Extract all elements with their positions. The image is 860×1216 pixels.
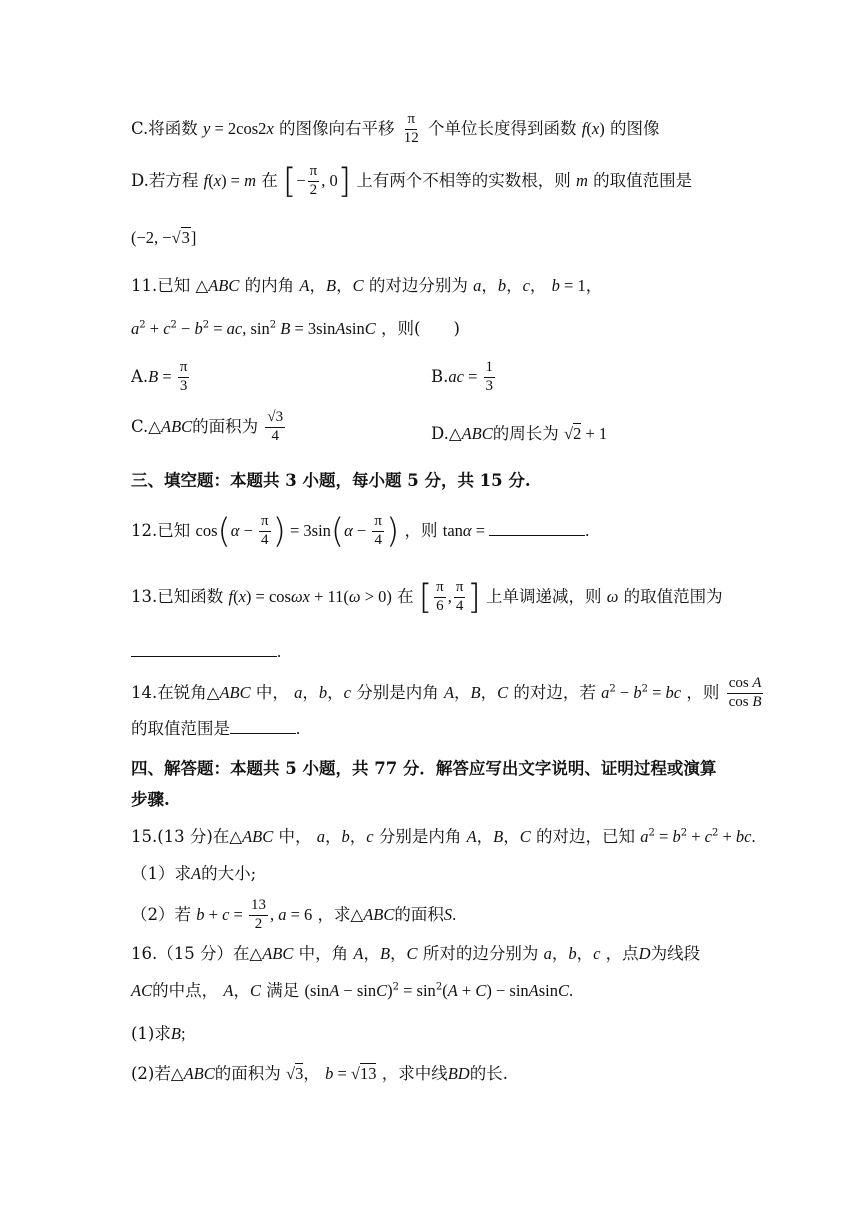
fraction: $\frac{\pi}{12}$	[403, 111, 419, 146]
question-14: 14.在锐角△ABC 中， a，b，c 分别是内角 A，B，C 的对边，若 $a^2 - b^2$ = bc ，则 $\frac{\text{cos A}}{\text{cos B}}$	[131, 675, 762, 710]
section-3-heading: 三、填空题：本题共 3 小题，每小题 5 分，共 15 分.	[131, 471, 531, 490]
question-16: 16.（15 分）在△ABC 中，角 A，B，C 所对的边分别为 a，b，c ，点D为线段	[131, 944, 701, 963]
question-15-part-2: （2）若 b + c = $\frac{13}{2}$ , a = 6 ，求△ABC的面积S.	[131, 897, 457, 932]
question-13: 13.已知函数 f(x) = cosωx + 11(ω > 0) 在 [ $\frac{\pi}{6}$ , $\frac{\pi}{4}$ ] 上单调递减，则 ω 的取值范围为	[131, 577, 723, 618]
question-16-part-2: (2)若△ABC的面积为 √3， b = √13 ，求中线BD的长.	[131, 1064, 508, 1083]
q10-option-d-range: (−2, −√3]	[131, 228, 197, 247]
question-15: 15.(13 分)在△ABC 中， a，b，c 分别是内角 A，B，C 的对边，已知 $a^2 = b^2 + c^2$ + bc.	[131, 827, 756, 846]
question-14-tail: 的取值范围是 .	[131, 719, 301, 738]
question-13-blank: .	[131, 642, 281, 662]
question-16-line-2: AC的中点， A，C 满足 $(\sin A - \sin C)^2 = \sin^2(A + C)$ − sinAsinC.	[131, 981, 574, 1000]
section-4-heading: 四、解答题：本题共 5 小题，共 77 分．解答应写出文字说明、证明过程或演算	[131, 759, 717, 778]
q11-option-c: C.△ABC的面积为 $\frac{√3}{4}$	[131, 409, 284, 444]
q11-option-d: D.△ABC的周长为 √2 + 1	[431, 424, 608, 443]
question-11-condition: $a^2 + c^2 - b^2$ = ac, $\sin^2 B$ = 3sinAsinC ，则( )	[131, 319, 460, 338]
question-12: 12.已知 cos(α − $\frac{\pi}{4}$ ) = 3sin(α − $\frac{\pi}{4}$ ) ，则 tanα = .	[131, 511, 590, 552]
q11-option-a: A.B = $\frac{\pi}{3}$	[131, 359, 188, 394]
question-11: 11.已知 △ABC 的内角 A，B，C 的对边分别为 a，b，c， b = 1，	[131, 276, 603, 295]
question-15-part-1: （1）求A的大小;	[131, 864, 257, 883]
question-16-part-1: (1)求B;	[131, 1024, 186, 1043]
section-4-heading-cont: 步骤.	[131, 790, 170, 809]
q10-option-c: C.将函数 y = 2cos2x 的图像向右平移 $\frac{\pi}{12}$ 个单位长度得到函数 f(x) 的图像	[131, 111, 660, 146]
q11-option-b: B.ac = $\frac{1}{3}$	[431, 359, 494, 394]
q10-option-d: D.若方程 f(x) = m 在 [− $\frac{\pi}{2}$ , 0] 上有两个不相等的实数根，则 m 的取值范围是	[131, 161, 693, 202]
